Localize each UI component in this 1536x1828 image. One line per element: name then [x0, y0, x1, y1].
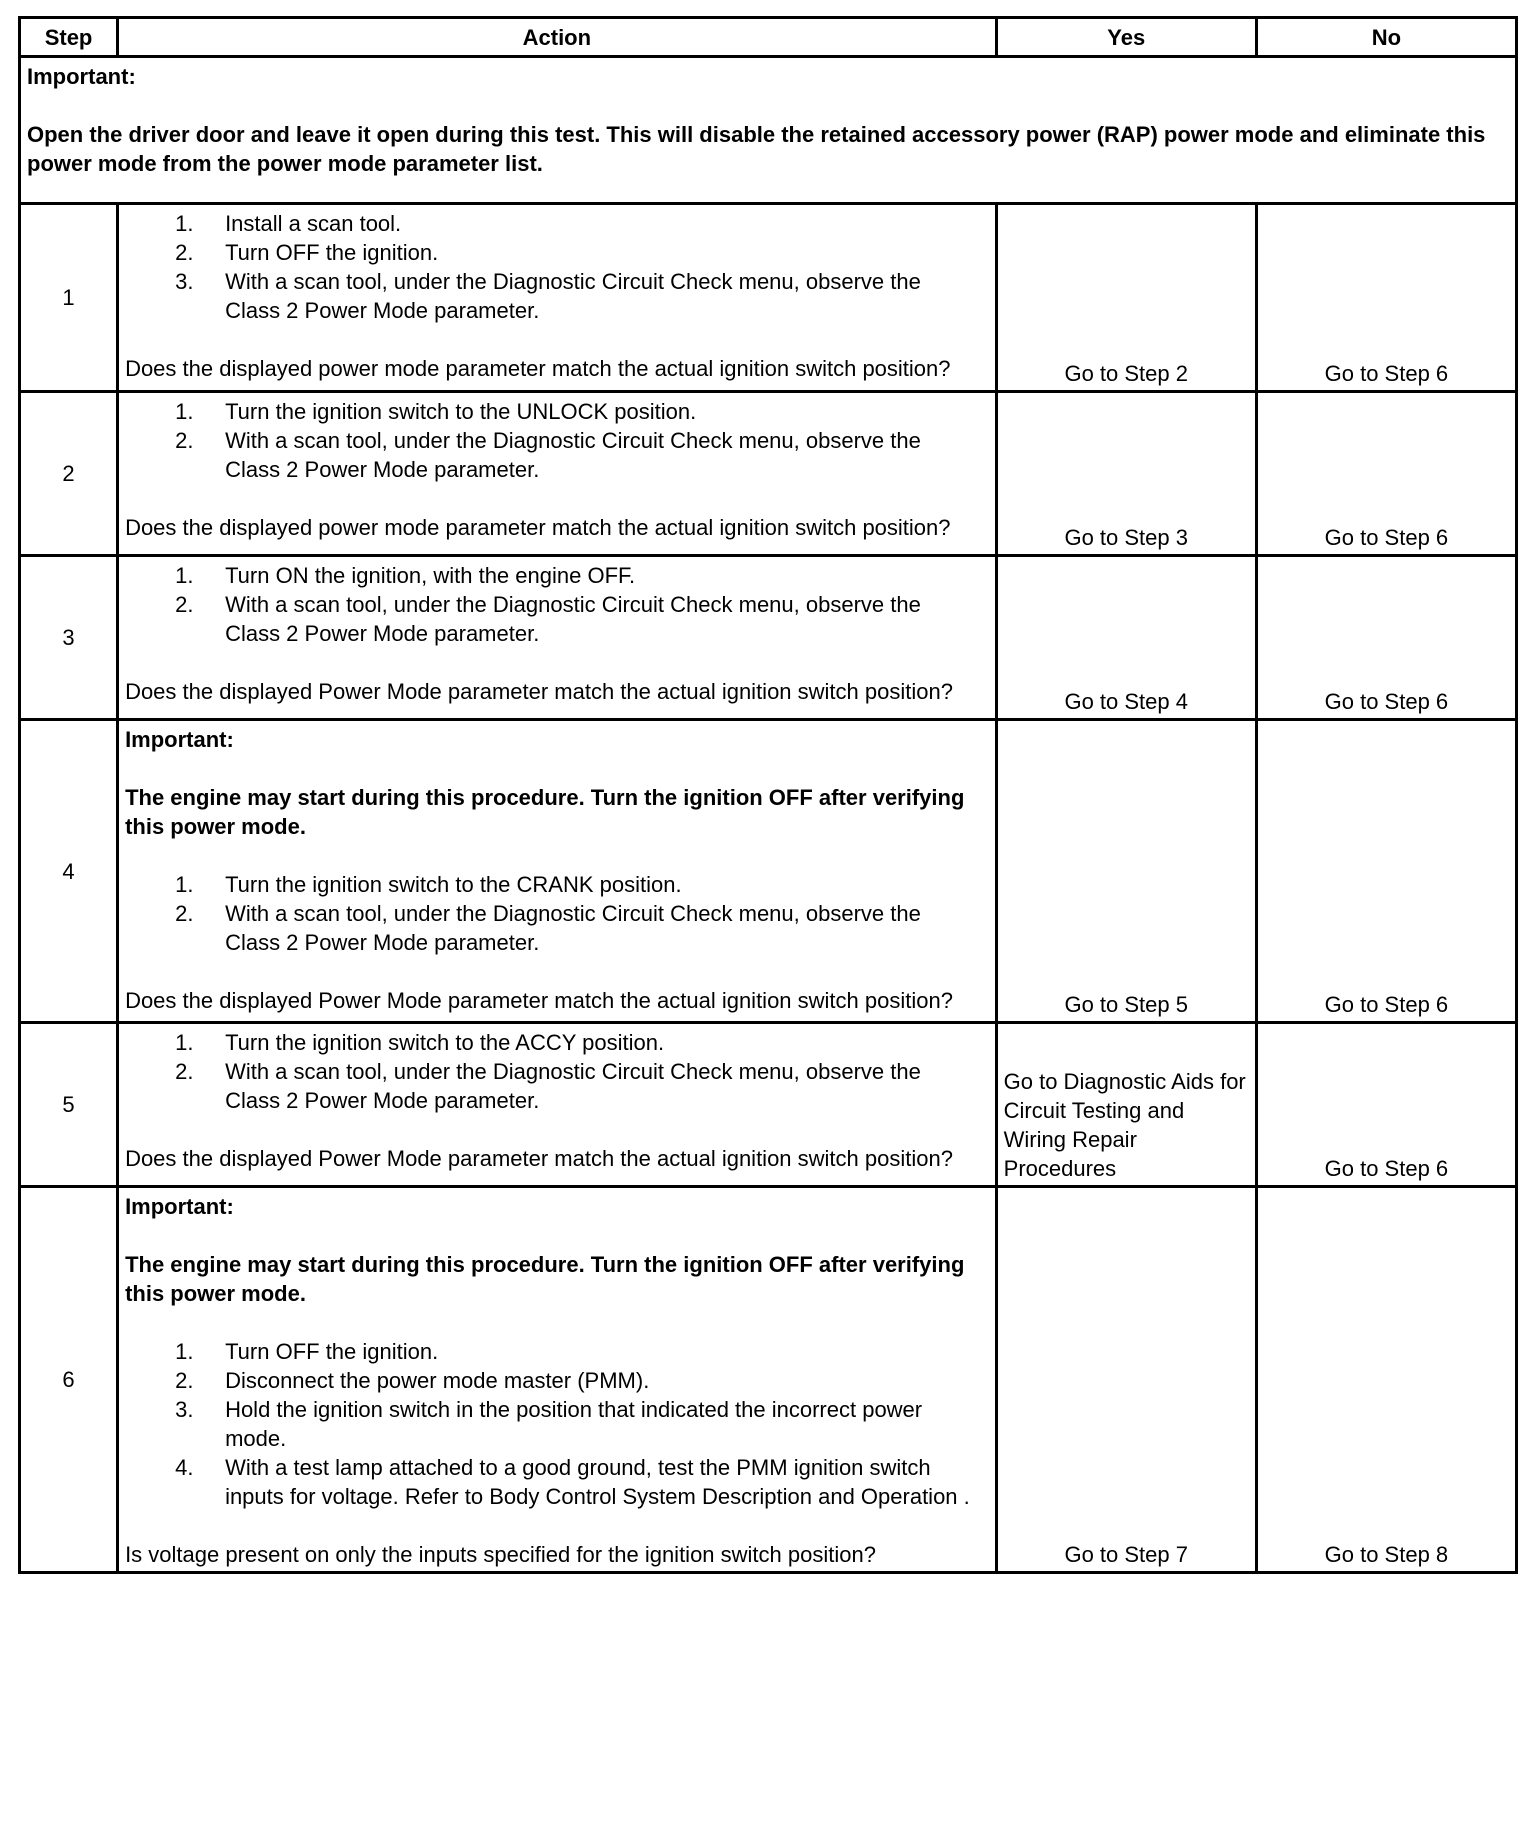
step-action — [118, 392, 997, 556]
instruction-item: Turn ON the ignition, with the engine OFF. — [225, 563, 636, 588]
important-label: Important: — [27, 64, 136, 89]
step-row — [20, 720, 1517, 1023]
diagnostic-table — [18, 16, 1518, 1574]
no-answer: Go to Step 6 — [1256, 204, 1516, 392]
instruction-item: Hold the ignition switch in the position that indicated the incorrect power mode. — [225, 1397, 923, 1451]
instruction-item: Disconnect the power mode master (PMM). — [225, 1368, 650, 1393]
important-text: The engine may start during this procedure. Turn the ignition OFF after verifying this power mode. — [125, 785, 965, 839]
step-question: Does the displayed Power Mode parameter match the actual ignition switch position? — [125, 679, 953, 704]
yes-answer: Go to Step 3 — [996, 392, 1256, 556]
important-text: Open the driver door and leave it open during this test. This will disable the retained accessory power (RAP) power mode and eliminate this power mode from the power mode parameter list. — [27, 122, 1486, 176]
diagnostic-table-sheet — [18, 16, 1518, 1574]
step-question: Does the displayed power mode parameter match the actual ignition switch position? — [125, 356, 951, 381]
important-label: Important: — [125, 727, 234, 752]
instruction-list — [125, 397, 975, 484]
header-action: Action — [118, 18, 997, 57]
instruction-item: Install a scan tool. — [225, 211, 402, 236]
instruction-list — [125, 209, 975, 325]
instruction-item: With a scan tool, under the Diagnostic Circuit Check menu, observe the Class 2 Power Mode parameter. — [225, 901, 921, 955]
instruction-list — [125, 1337, 975, 1511]
instruction-list — [125, 561, 975, 648]
instruction-list — [125, 1028, 975, 1115]
instruction-item: With a scan tool, under the Diagnostic Circuit Check menu, observe the Class 2 Power Mode parameter. — [225, 269, 921, 323]
top-important-row — [20, 57, 1517, 204]
no-answer: Go to Step 8 — [1256, 1187, 1516, 1573]
step-question: Is voltage present on only the inputs specified for the ignition switch position? — [125, 1542, 876, 1567]
step-row — [20, 392, 1517, 556]
header-yes: Yes — [996, 18, 1256, 57]
instruction-item: Turn the ignition switch to the ACCY position. — [225, 1030, 665, 1055]
step-action — [118, 720, 997, 1023]
step-question: Does the displayed power mode parameter match the actual ignition switch position? — [125, 515, 951, 540]
header-step: Step — [20, 18, 118, 57]
instruction-item: Turn the ignition switch to the CRANK position. — [225, 872, 682, 897]
step-row — [20, 1187, 1517, 1573]
header-row — [20, 18, 1517, 57]
step-question: Does the displayed Power Mode parameter match the actual ignition switch position? — [125, 988, 953, 1013]
yes-answer: Go to Diagnostic Aids for Circuit Testing and Wiring Repair Procedures — [996, 1023, 1256, 1187]
instruction-item: With a scan tool, under the Diagnostic Circuit Check menu, observe the Class 2 Power Mode parameter. — [225, 1059, 921, 1113]
instruction-item: Turn the ignition switch to the UNLOCK position. — [225, 399, 697, 424]
instruction-item: Turn OFF the ignition. — [225, 240, 439, 265]
instruction-item: With a scan tool, under the Diagnostic Circuit Check menu, observe the Class 2 Power Mode parameter. — [225, 428, 921, 482]
step-row — [20, 556, 1517, 720]
instruction-list — [125, 870, 975, 957]
step-question: Does the displayed Power Mode parameter match the actual ignition switch position? — [125, 1146, 953, 1171]
no-answer: Go to Step 6 — [1256, 1023, 1516, 1187]
important-label: Important: — [125, 1194, 234, 1219]
step-number: 4 — [20, 720, 118, 1023]
yes-answer: Go to Step 4 — [996, 556, 1256, 720]
top-important-note — [20, 57, 1517, 204]
no-answer: Go to Step 6 — [1256, 720, 1516, 1023]
no-answer: Go to Step 6 — [1256, 556, 1516, 720]
step-row — [20, 204, 1517, 392]
no-answer: Go to Step 6 — [1256, 392, 1516, 556]
header-no: No — [1256, 18, 1516, 57]
yes-answer: Go to Step 2 — [996, 204, 1256, 392]
step-number: 3 — [20, 556, 118, 720]
step-number: 1 — [20, 204, 118, 392]
yes-answer: Go to Step 7 — [996, 1187, 1256, 1573]
important-text: The engine may start during this procedure. Turn the ignition OFF after verifying this power mode. — [125, 1252, 965, 1306]
step-action — [118, 1023, 997, 1187]
instruction-item: With a scan tool, under the Diagnostic Circuit Check menu, observe the Class 2 Power Mode parameter. — [225, 592, 921, 646]
step-number: 6 — [20, 1187, 118, 1573]
step-action — [118, 556, 997, 720]
instruction-item: Turn OFF the ignition. — [225, 1339, 439, 1364]
step-action — [118, 1187, 997, 1573]
step-row — [20, 1023, 1517, 1187]
step-number: 2 — [20, 392, 118, 556]
step-number: 5 — [20, 1023, 118, 1187]
step-action — [118, 204, 997, 392]
instruction-item: With a test lamp attached to a good ground, test the PMM ignition switch inputs for voltage. Refer to Body Control System Description and Operation . — [225, 1455, 970, 1509]
yes-answer: Go to Step 5 — [996, 720, 1256, 1023]
